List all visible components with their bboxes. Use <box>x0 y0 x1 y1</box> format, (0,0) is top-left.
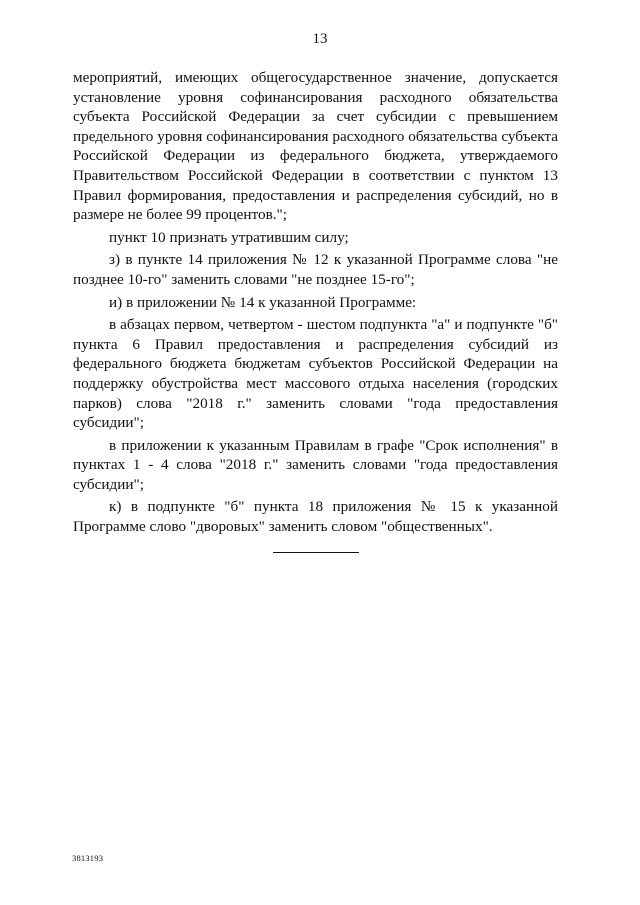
page-number: 13 <box>312 31 328 47</box>
paragraph-item-k: к) в подпункте "б" пункта 18 приложения № 15 к указанной Программе слово "дворовых" заменить словом "общественных". <box>73 498 558 536</box>
end-of-text-divider <box>273 552 359 553</box>
paragraph-item-10: пункт 10 признать утратившим силу; <box>109 228 349 246</box>
paragraph-item-z: з) в пункте 14 приложения № 12 к указанной Программе слова "не позднее 10-го" заменить словами "не позднее 15-го"; <box>73 251 558 288</box>
document-id: 3813193 <box>72 853 104 863</box>
paragraph-item-i-sub-1: в абзацах первом, четвертом - шестом подпункта "а" и подпункте "б" пункта 6 Правил предоставления и распределения субсидий из федерального бюджета бюджетам субъектов Российской Федерации на поддержку обустройства мест массового отдыха населения (городских парков) слова "2018 г." заменить словами "года предоставления субсидии"; <box>73 316 558 432</box>
paragraph-item-i: и) в приложении № 14 к указанной Программе: <box>109 293 417 311</box>
document-body <box>73 68 558 540</box>
paragraph-item-i-sub-2: в приложении к указанным Правилам в графе "Срок исполнения" в пунктах 1 - 4 слова "2018 г." заменить словами "года предоставления субсидии"; <box>73 436 558 493</box>
paragraph-continuation: мероприятий, имеющих общегосударственное значение, допускается установление уровня софинансирования расходного обязательства субъекта Российской Федерации за счет субсидии с превышением предельного уровня софинансирования расходного обязательства субъекта Российской Федерации из федерального бюджета, утверждаемого Правительством Российской Федерации в соответствии с пунктом 13 Правил формирования, предоставления и распределения субсидий, но в размере не более 99 процентов."; <box>73 69 558 224</box>
